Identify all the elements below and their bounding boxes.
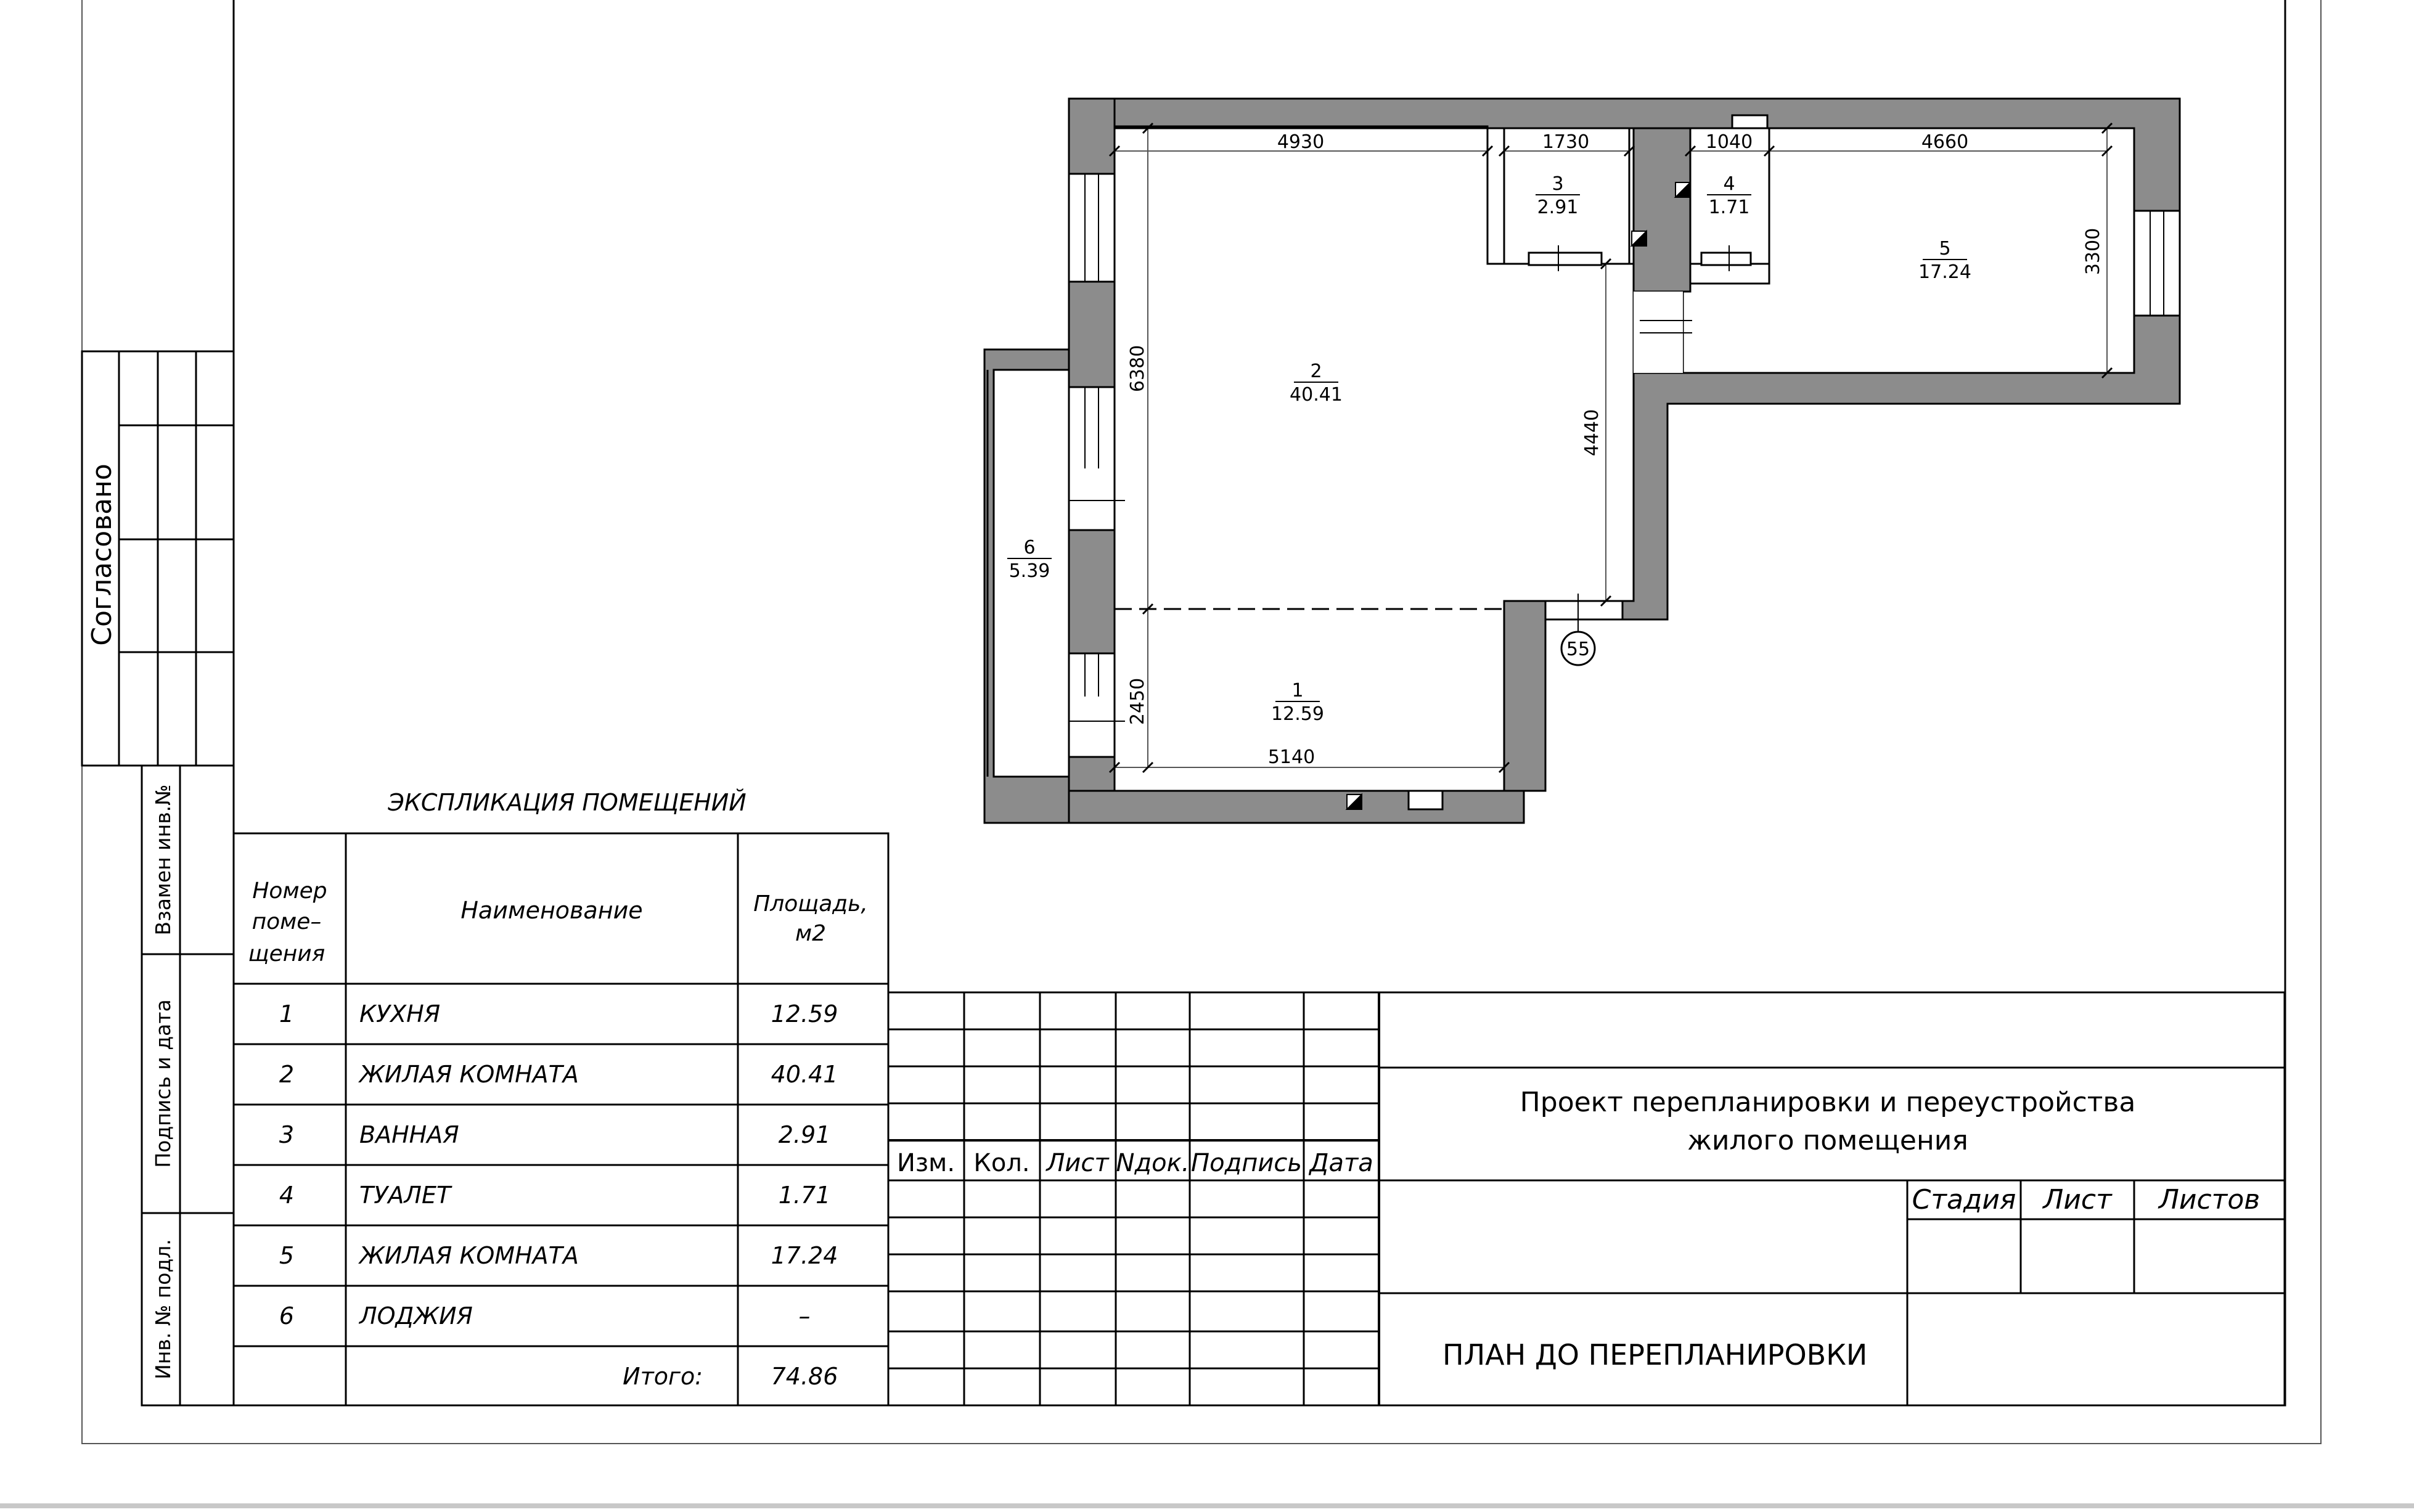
explication-row-number: 2 xyxy=(279,1061,295,1088)
dim-kitchen-width: 5140 xyxy=(1267,746,1315,768)
title-block-col-header: Nдок. xyxy=(1116,1149,1190,1177)
total-value: 74.86 xyxy=(771,1363,838,1390)
room-number-label: 1 xyxy=(1291,680,1304,701)
room-area-label: 17.24 xyxy=(1918,261,1971,283)
approval-label: Согласовано xyxy=(86,464,118,646)
header-area-line2: м2 xyxy=(795,921,827,946)
dim-corridor-depth: 4440 xyxy=(1581,409,1603,457)
explication-row-number: 4 xyxy=(279,1182,295,1209)
room-area-label: 2.91 xyxy=(1537,197,1579,218)
room-area-label: 1.71 xyxy=(1708,197,1750,218)
project-title-line1: Проект перепланировки и переустройства xyxy=(1520,1087,2136,1118)
room-number-label: 5 xyxy=(1939,238,1951,259)
header-number-line2: поме– xyxy=(252,909,322,934)
explication-row-area: 2.91 xyxy=(778,1121,831,1148)
riser-label: 55 xyxy=(1566,639,1590,660)
room-number-label: 6 xyxy=(1023,537,1036,558)
dim-living-depth: 6380 xyxy=(1127,345,1148,393)
explication-row-name: ЖИЛАЯ КОМНАТА xyxy=(359,1242,579,1269)
title-block-col-header: Дата xyxy=(1309,1149,1373,1177)
corridor-wall xyxy=(1634,128,1690,292)
replace-inv-label: Взамен инв.№ xyxy=(151,784,175,936)
pillar xyxy=(1504,601,1545,791)
title-block-col-header: Изм. xyxy=(896,1149,955,1177)
drawing-title: ПЛАН ДО ПЕРЕПЛАНИРОВКИ xyxy=(1442,1338,1868,1371)
explication-row-number: 6 xyxy=(279,1302,295,1330)
dim-room5-depth: 3300 xyxy=(2082,227,2104,276)
explication-row-name: ЛОДЖИЯ xyxy=(359,1302,473,1330)
header-number-line1: Номер xyxy=(252,878,327,904)
explication-row-number: 1 xyxy=(279,1000,295,1028)
room-number-label: 3 xyxy=(1552,173,1564,195)
explication-title: ЭКСПЛИКАЦИЯ ПОМЕЩЕНИЙ xyxy=(388,789,747,816)
explication-row-area: 17.24 xyxy=(771,1242,838,1269)
room-number-label: 2 xyxy=(1310,361,1322,382)
explication-row-area: 40.41 xyxy=(771,1061,838,1088)
explication-row-name: ЖИЛАЯ КОМНАТА xyxy=(359,1061,579,1088)
room-area-label: 12.59 xyxy=(1271,703,1324,725)
explication-row-name: ВАННАЯ xyxy=(359,1121,459,1148)
sheets-label: Листов xyxy=(2158,1184,2261,1216)
explication-row-number: 3 xyxy=(279,1121,295,1148)
dim-top-wc: 1040 xyxy=(1705,131,1753,153)
title-block-col-header: Подпись xyxy=(1191,1149,1302,1177)
sign-date-label: Подпись и дата xyxy=(151,999,175,1168)
explication-row-name: ТУАЛЕТ xyxy=(359,1182,451,1209)
explication-row-name: КУХНЯ xyxy=(359,1000,441,1028)
room-area-label: 5.39 xyxy=(1009,560,1050,582)
stage-label: Стадия xyxy=(1912,1184,2016,1216)
explication-row-area: 12.59 xyxy=(771,1000,838,1028)
explication-row-area: – xyxy=(798,1302,811,1330)
explication-row-number: 5 xyxy=(279,1242,295,1269)
title-block-col-header: Лист xyxy=(1046,1149,1109,1177)
dim-kitchen-depth: 2450 xyxy=(1127,677,1148,725)
sheet-label: Лист xyxy=(2043,1184,2112,1216)
dim-top-room5: 4660 xyxy=(1921,131,1969,153)
room-area-label: 40.41 xyxy=(1290,384,1343,406)
header-area-line1: Площадь, xyxy=(753,891,868,917)
project-title-line2: жилого помещения xyxy=(1687,1125,1968,1156)
total-label: Итого: xyxy=(623,1363,703,1390)
dim-top-living: 4930 xyxy=(1277,131,1325,153)
room-number-label: 4 xyxy=(1723,173,1735,195)
dim-top-bath: 1730 xyxy=(1542,131,1590,153)
inv-orig-label: Инв. № подл. xyxy=(151,1239,175,1379)
explication-row-area: 1.71 xyxy=(778,1182,831,1209)
title-block-col-header: Кол. xyxy=(973,1149,1030,1177)
header-name: Наименование xyxy=(460,897,643,924)
header-number-line3: щения xyxy=(248,941,325,966)
